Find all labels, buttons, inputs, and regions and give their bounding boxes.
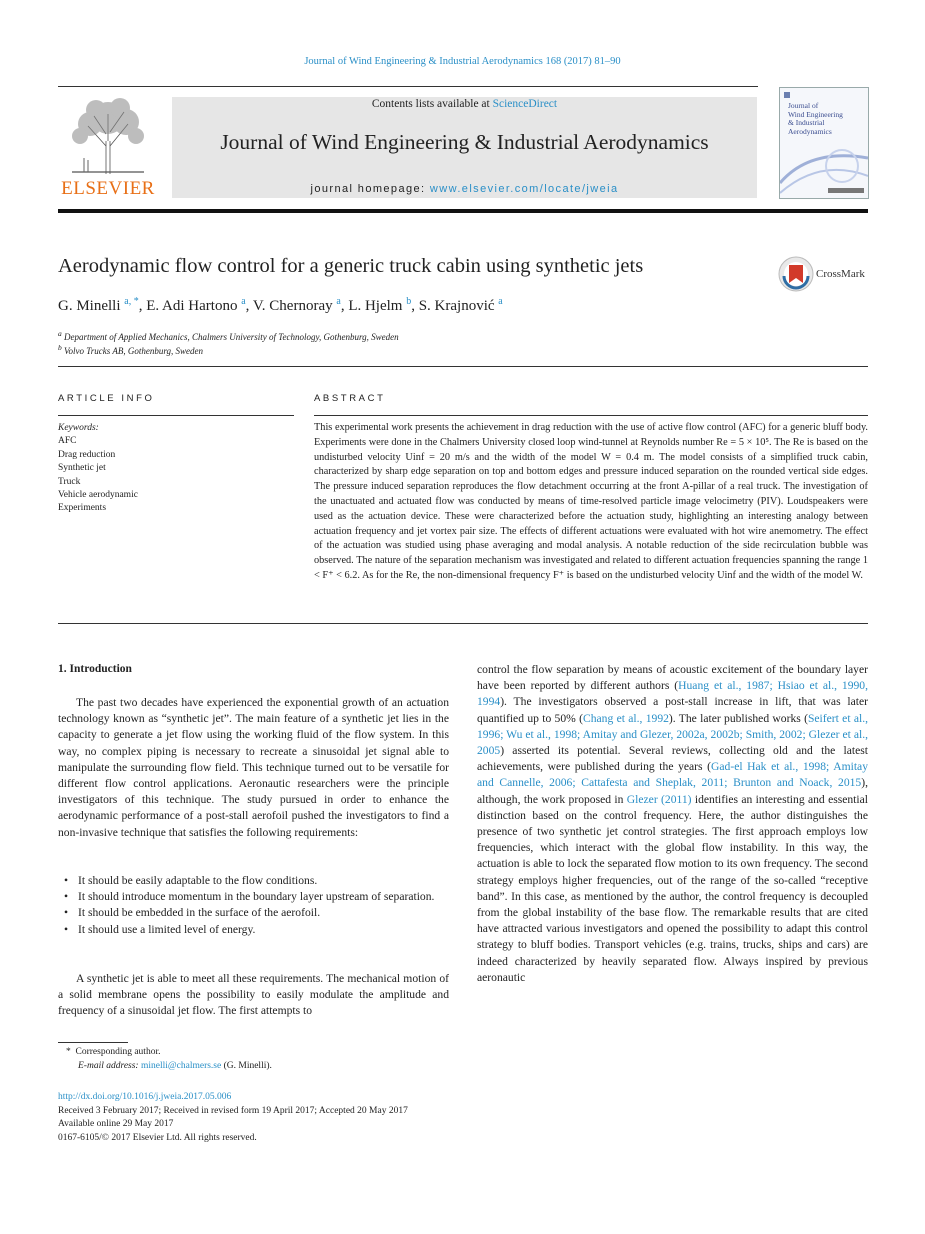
sciencedirect-link[interactable]: ScienceDirect	[492, 98, 558, 110]
crossmark-badge[interactable]	[778, 256, 878, 292]
intro-paragraph: A synthetic jet is able to meet all these requirements. The mechanical motion of a solid membrane opens the possibility to easily modulate the amplitude and frequency of a sinusoidal jet flow. The first attempts to	[58, 972, 449, 1018]
list-item: • It should be easily adaptable to the flow conditions.	[58, 873, 449, 889]
email-label: E-mail address:	[78, 1060, 139, 1071]
doi-link[interactable]: http://dx.doi.org/10.1016/j.jweia.2017.05.006	[58, 1092, 232, 1102]
body-text: ), although, the work proposed in	[477, 776, 868, 806]
list-item: • It should be embedded in the surface of the aerofoil.	[58, 905, 449, 921]
body-text: ). The investigators observed a post-stall increase in lift, that was later quantified up to 50% (	[477, 695, 868, 725]
citation-link[interactable]: Chang et al., 1992	[582, 711, 669, 725]
footnote-rule	[58, 1042, 128, 1043]
cover-title-line: Aerodynamics	[788, 126, 832, 136]
keyword: Vehicle aerodynamic	[58, 490, 138, 501]
homepage-prefix: journal homepage:	[310, 183, 430, 195]
corresponding-text: Corresponding author.	[75, 1047, 161, 1057]
section-rule	[58, 366, 868, 367]
footnote-mark: *	[66, 1047, 71, 1057]
abstract-rule	[314, 415, 868, 416]
copyright: 0167-6105/© 2017 Elsevier Ltd. All rights reserved.	[58, 1132, 257, 1143]
requirements-list	[58, 873, 449, 938]
citation-link[interactable]: Seifert et al., 1996; Wu et al., 1998; Amitay and Glezer, 2002a, 2002b; Smith, 2002; Glezer et al., 2005	[477, 711, 869, 758]
author-affiliation-mark[interactable]: a	[498, 296, 503, 307]
author-affiliation-mark[interactable]: b	[406, 296, 412, 307]
abstract-text: This experimental work presents the achievement in drag reduction with the use of active flow control (AFC) for a generic bluff body. Experiments were done in the Chalmers University closed loop wind-tunnel at Reynolds number Re = 5 × 10⁵. The Re is based on the undisturbed velocity Uinf = 20 m/s and the width of the model W = 0.4 m. The model consists of a simplified truck cabin, characterized by sharp edge separation on top and bottom edges and pressure induced separation on the rounded vertical side edges. The pressure induced separation reproduces the flow detachment occurring at the front A-pillar of a real truck. The investigation of the unactuated and actuated flow was conducted by means of time-resolved particle image velocimetry (PIV). Loudspeakers were used as the actuation device. These were characterized before the actuation study, highlighting an interesting analogy between actuation frequency and jet vortex pair size. The effects of different actuations were evaluated with hot wire anemometry. The effect of the actuation was studied using phase averaging and modal analysis. A notable reduction of the side recirculation bubble was observed. The nature of the separation mechanism was investigated and related to different actuation frequencies spanning the range 1 < F⁺ < 6.2. As for the Re, the non-dimensional frequency F⁺ is based on the undisturbed velocity Uinf and the width of the model W.	[314, 422, 868, 581]
body-text: ). The later published works (	[668, 711, 808, 725]
body-text: control the flow separation by means of acoustic excitement of the boundary layer have been reported by different authors (	[477, 663, 868, 693]
abstract-bottom-rule	[58, 623, 868, 624]
affiliation	[58, 329, 399, 342]
header-rule	[58, 86, 758, 87]
corresponding-author-note	[58, 1046, 272, 1060]
cover-title	[788, 102, 843, 136]
affiliation-text: Volvo Trucks AB, Gothenburg, Sweden	[64, 346, 203, 356]
email-link[interactable]: minelli@chalmers.se	[140, 1060, 222, 1071]
affiliation	[58, 343, 203, 356]
list-item: • It should use a limited level of energy.	[58, 922, 449, 938]
affiliation-text: Department of Applied Mechanics, Chalmers University of Technology, Gothenburg, Sweden	[64, 332, 399, 342]
keywords-block	[58, 422, 138, 516]
elsevier-wordmark: ELSEVIER	[61, 178, 155, 199]
cover-title-line: Journal of	[788, 101, 819, 110]
keyword: AFC	[58, 436, 77, 447]
cover-title-line: & Industrial	[788, 118, 825, 127]
cover-title-line: Wind Engineering	[788, 109, 843, 119]
keyword: Synthetic jet	[58, 463, 106, 474]
list-item: • It should introduce momentum in the boundary layer upstream of separation.	[58, 889, 449, 905]
author-affiliation-mark[interactable]: a	[336, 296, 341, 307]
crossmark-icon	[778, 256, 814, 292]
contents-prefix: Contents lists available at	[371, 98, 493, 110]
author-list: G. Minelli $^{a, *}$, E. Adi Hartono $^a$, V. Chernoray $^a$, L. Hjelm $^b$, S. Krajnović $^a$	[58, 296, 503, 314]
journal-homepage	[172, 183, 757, 195]
body-text: ) asserted its potential. Several reviews, collecting old and the latest achievements, were published during the years (	[477, 744, 868, 774]
article-info-rule	[58, 415, 294, 416]
online-date: Available online 29 May 2017	[58, 1119, 174, 1129]
affiliation-mark: b	[58, 343, 62, 352]
masthead-rule	[58, 209, 868, 213]
keyword: Experiments	[58, 503, 107, 514]
keyword: Truck	[58, 476, 81, 487]
intro-paragraph: The past two decades have experienced the exponential growth of an actuation technology known as “synthetic jet”. The main feature of a synthetic jet lies in the capacity to generate a jet flow using the working fluid of the flow system. In this way, no complex piping is necessary to recreate a sinusoidal jet signal able to manipulate the surrounding flow field. This technique turned out to be versatile for different flow control applications. Aeronautic researchers were the principle investigators of this technique. The study pursued in order to enhance the aerodynamic performance of a post-stall aerofoil pushed the investigators to find a non-invasive technique that satisfies the following requirements:	[58, 696, 449, 839]
email-suffix: (G. Minelli).	[221, 1060, 272, 1071]
author-name: E. Adi Hartono	[146, 298, 238, 314]
history-dates: Received 3 February 2017; Received in revised form 19 April 2017; Accepted 20 May 2017	[58, 1105, 408, 1116]
author-name: G. Minelli	[58, 298, 121, 314]
author-name: L. Hjelm	[348, 298, 403, 314]
affiliation-mark: a	[58, 329, 62, 338]
body-text: identifies an interesting and essential distinction based on the control frequency. Here, the author distinguishes the presence of two synthetic jet control strategies. The first approach employs low frequencies, which interact with the global flow instability. In this way, the actuation is able to lock the separated flow motion to its own frequency. The second strategy employs higher frequencies, out of the range of the so-called “receptive band”. In this case, as mentioned by the author, the control frequency is decoupled from the global instability of the base flow. The remarkable results that are cited have attracted various investigators and opened the possibility to adapt this control strategy to bluff bodies. Transport vehicles (e.g. trains, trucks, ships and cars) are indeed characterized by heavily separated flow. Always inspired by previous aeronautic	[477, 792, 868, 984]
journal-citation-link[interactable]: Journal of Wind Engineering & Industrial Aerodynamics 168 (2017) 81–90	[304, 56, 621, 67]
journal-masthead	[172, 97, 757, 198]
crossmark-label: CrossMark	[816, 268, 865, 280]
section-heading-introduction: 1. Introduction	[58, 663, 132, 675]
intro-left-column	[58, 695, 449, 841]
article-meta	[58, 1091, 408, 1145]
citation-link[interactable]: Glezer (2011)	[626, 792, 692, 806]
footnote	[58, 1046, 272, 1073]
article-title: Aerodynamic flow control for a generic truck cabin using synthetic jets	[58, 255, 644, 277]
author-affiliation-mark[interactable]: a	[241, 296, 246, 307]
elsevier-tree-icon	[66, 96, 150, 176]
elsevier-logo[interactable]	[58, 96, 158, 198]
author-affiliation-mark[interactable]: a, *	[124, 296, 139, 307]
keyword: Drag reduction	[58, 449, 116, 460]
homepage-link[interactable]: www.elsevier.com/locate/jweia	[429, 183, 619, 195]
keywords-label: Keywords:	[58, 423, 99, 433]
journal-title: Journal of Wind Engineering & Industrial Aerodynamics	[220, 130, 709, 154]
contents-line	[172, 98, 757, 110]
author-name: S. Krajnović	[418, 298, 495, 314]
citation-link[interactable]: Huang et al., 1987; Hsiao et al., 1990, 1994	[477, 679, 868, 709]
intro-right-column	[477, 662, 868, 986]
citation-link[interactable]: Gad-el Hak et al., 1998; Amitay and Cannelle, 2006; Cattafesta and Sheplak, 2011; Brunton and Noack, 2015	[477, 760, 868, 790]
article-info-heading: ARTICLE INFO	[58, 393, 155, 404]
journal-cover-thumbnail[interactable]	[779, 87, 869, 199]
author-name: V. Chernoray	[252, 298, 333, 314]
email-line	[58, 1060, 272, 1074]
abstract-heading: ABSTRACT	[314, 393, 386, 404]
